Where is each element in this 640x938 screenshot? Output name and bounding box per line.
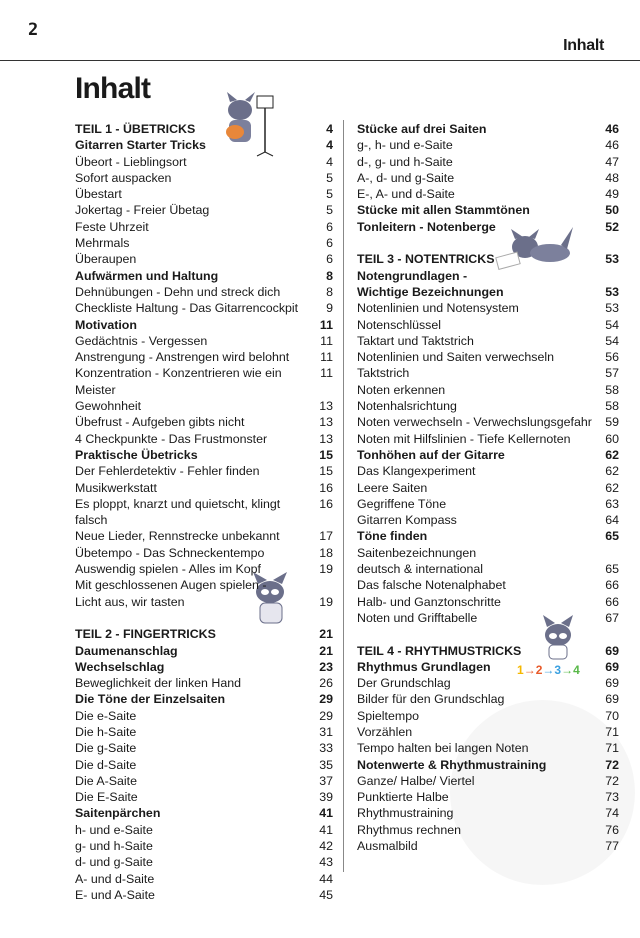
toc-page-number: 15 bbox=[319, 447, 333, 462]
toc-entry-label: Gedächtnis - Vergessen bbox=[75, 333, 208, 348]
toc-entry-label: Daumenanschlag bbox=[75, 643, 178, 658]
toc-page-number: 73 bbox=[605, 790, 619, 805]
toc-entry[interactable] bbox=[357, 496, 619, 512]
count-3: 3 bbox=[554, 663, 562, 677]
spacer bbox=[357, 235, 619, 251]
toc-entry-label: Überaupen bbox=[75, 252, 137, 267]
toc-left-column bbox=[75, 121, 333, 903]
toc-page-number: 72 bbox=[605, 773, 619, 788]
toc-page-number: 53 bbox=[605, 301, 619, 316]
toc-section-entry[interactable] bbox=[357, 219, 619, 235]
toc-entry[interactable] bbox=[75, 284, 333, 300]
toc-page-number: 65 bbox=[605, 562, 619, 577]
toc-entry-label: Musikwerkstatt bbox=[75, 480, 157, 495]
toc-page-number: 6 bbox=[326, 219, 333, 234]
toc-entry[interactable] bbox=[75, 675, 333, 691]
toc-entry[interactable] bbox=[357, 365, 619, 381]
toc-entry[interactable] bbox=[75, 202, 333, 218]
toc-page-number: 11 bbox=[320, 366, 333, 381]
toc-entry[interactable] bbox=[75, 219, 333, 235]
toc-page-number: 16 bbox=[319, 496, 333, 511]
toc-entry[interactable] bbox=[357, 382, 619, 398]
toc-entry[interactable] bbox=[75, 186, 333, 202]
toc-entry-label: E- und A-Saite bbox=[75, 887, 155, 902]
toc-entry-label: d-, g- und h-Saite bbox=[357, 154, 453, 169]
toc-entry[interactable] bbox=[75, 235, 333, 251]
toc-entry-label: Auswendig spielen - Alles im Kopf bbox=[75, 562, 261, 577]
toc-entry[interactable] bbox=[75, 300, 333, 316]
toc-section-entry[interactable] bbox=[357, 659, 619, 675]
toc-entry-label: Ganze/ Halbe/ Viertel bbox=[357, 773, 475, 788]
toc-page-number: 26 bbox=[319, 676, 333, 691]
spacer bbox=[357, 626, 619, 642]
toc-entry[interactable] bbox=[75, 740, 333, 756]
toc-entry[interactable] bbox=[75, 528, 333, 544]
toc-entry[interactable] bbox=[75, 333, 333, 349]
toc-entry-label: Mit geschlossenen Augen spielen - bbox=[75, 578, 267, 593]
toc-entry-label: Praktische Übetricks bbox=[75, 447, 198, 462]
toc-page-number: 6 bbox=[326, 252, 333, 267]
toc-entry[interactable] bbox=[357, 349, 619, 365]
toc-page-number: 4 bbox=[326, 154, 333, 169]
toc-entry-label: Töne finden bbox=[357, 529, 428, 544]
toc-section-entry[interactable] bbox=[357, 202, 619, 218]
toc-entry-label: Punktierte Halbe bbox=[357, 790, 449, 805]
toc-entry[interactable] bbox=[357, 822, 619, 838]
toc-entry-label: Die h-Saite bbox=[75, 724, 137, 739]
toc-entry-label: A- und d-Saite bbox=[75, 871, 155, 886]
toc-page-number: 13 bbox=[319, 431, 333, 446]
toc-section-entry[interactable] bbox=[357, 284, 619, 300]
toc-entry[interactable] bbox=[75, 594, 333, 610]
arrow-icon: → bbox=[561, 663, 574, 677]
toc-entry-label: Stücke auf drei Saiten bbox=[357, 122, 487, 136]
toc-page-number: 71 bbox=[605, 741, 619, 756]
toc-entry[interactable] bbox=[75, 773, 333, 789]
toc-entry[interactable] bbox=[75, 349, 333, 365]
arrow-icon: → bbox=[523, 663, 536, 677]
toc-entry[interactable] bbox=[75, 398, 333, 414]
toc-page-number: 8 bbox=[326, 284, 333, 299]
toc-page-number: 11 bbox=[320, 333, 333, 348]
toc-entry-label: Licht aus, wir tasten bbox=[75, 594, 185, 609]
toc-page-number: 62 bbox=[605, 464, 619, 479]
toc-section-entry[interactable] bbox=[75, 268, 333, 284]
toc-entry-label: Die d-Saite bbox=[75, 757, 137, 772]
toc-entry-label: Notengrundlagen - bbox=[357, 268, 468, 283]
toc-page-number: 11 bbox=[319, 317, 333, 332]
toc-entry-label: Rhythmus Grundlagen bbox=[357, 659, 491, 674]
toc-entry-label: Übefrust - Aufgeben gibts nicht bbox=[75, 415, 245, 430]
toc-page-number: 65 bbox=[605, 529, 619, 544]
toc-page-number: 35 bbox=[319, 757, 333, 772]
toc-right-column bbox=[357, 121, 619, 854]
running-head: Inhalt bbox=[563, 37, 604, 54]
toc-entry[interactable] bbox=[75, 724, 333, 740]
toc-entry[interactable] bbox=[357, 691, 619, 707]
toc-entry-label: Ausmalbild bbox=[357, 839, 418, 854]
toc-page-number: 42 bbox=[319, 839, 333, 854]
page-title: Inhalt bbox=[75, 72, 151, 105]
toc-entry[interactable] bbox=[75, 577, 333, 593]
toc-page-number: 23 bbox=[319, 659, 333, 674]
toc-page-number: 19 bbox=[319, 562, 333, 577]
toc-entry-label: Jokertag - Freier Übetag bbox=[75, 203, 210, 218]
toc-page-number: 19 bbox=[319, 594, 333, 609]
toc-entry[interactable] bbox=[75, 708, 333, 724]
toc-entry-label: Wechselschlag bbox=[75, 659, 165, 674]
toc-entry[interactable] bbox=[75, 871, 333, 887]
toc-page-number: 45 bbox=[319, 887, 333, 902]
toc-page-number: 57 bbox=[605, 366, 619, 381]
toc-part-heading[interactable] bbox=[357, 643, 619, 659]
toc-page-number: 67 bbox=[605, 610, 619, 625]
toc-page-number: 54 bbox=[605, 317, 619, 332]
count-2: 2 bbox=[535, 663, 543, 677]
toc-entry[interactable] bbox=[357, 414, 619, 430]
toc-entry[interactable] bbox=[357, 805, 619, 821]
toc-entry-label: Spieltempo bbox=[357, 708, 419, 723]
toc-page-number: 48 bbox=[605, 170, 619, 185]
toc-entry[interactable] bbox=[357, 137, 619, 153]
spacer bbox=[75, 610, 333, 626]
toc-entry-label: 4 Checkpunkte - Das Frustmonster bbox=[75, 431, 268, 446]
toc-page-number: 29 bbox=[319, 692, 333, 707]
toc-page-number: 72 bbox=[605, 757, 619, 772]
toc-entry[interactable] bbox=[75, 545, 333, 561]
toc-entry-label: Vorzählen bbox=[357, 724, 413, 739]
toc-page-number: 53 bbox=[605, 284, 619, 299]
toc-entry-label: Noten mit Hilfslinien - Tiefe Kellernoten bbox=[357, 431, 571, 446]
toc-entry[interactable] bbox=[357, 675, 619, 691]
toc-page-number: 47 bbox=[605, 154, 619, 169]
toc-entry-label: Feste Uhrzeit bbox=[75, 219, 149, 234]
toc-entry-label: Das falsche Notenalphabet bbox=[357, 578, 506, 593]
toc-entry-label: Beweglichkeit der linken Hand bbox=[75, 676, 241, 691]
toc-entry[interactable] bbox=[75, 789, 333, 805]
toc-page-number: 53 bbox=[605, 252, 619, 267]
toc-page-number: 60 bbox=[605, 431, 619, 446]
toc-page-number: 29 bbox=[319, 708, 333, 723]
toc-entry-label: Taktstrich bbox=[357, 366, 410, 381]
toc-entry-label: Taktart und Taktstrich bbox=[357, 333, 474, 348]
toc-entry[interactable] bbox=[357, 773, 619, 789]
toc-page-number: 8 bbox=[326, 268, 333, 283]
toc-entry-label: Sofort auspacken bbox=[75, 170, 172, 185]
toc-page-number: 44 bbox=[319, 871, 333, 886]
header-rule bbox=[0, 60, 640, 61]
toc-entry[interactable] bbox=[357, 545, 619, 561]
toc-entry[interactable] bbox=[357, 594, 619, 610]
toc-page-number: 66 bbox=[605, 594, 619, 609]
toc-entry[interactable] bbox=[75, 463, 333, 479]
toc-page-number: 64 bbox=[605, 513, 619, 528]
toc-entry-label: Rhythmus rechnen bbox=[357, 822, 461, 837]
toc-entry[interactable] bbox=[75, 414, 333, 430]
toc-entry[interactable] bbox=[357, 838, 619, 854]
toc-section-entry[interactable] bbox=[75, 805, 333, 821]
toc-entry-label: Übestart bbox=[75, 187, 122, 202]
toc-entry-label: Notenwerte & Rhythmustraining bbox=[357, 757, 547, 772]
toc-page-number: 74 bbox=[605, 806, 619, 821]
toc-entry-label: Aufwärmen und Haltung bbox=[75, 268, 219, 283]
toc-page-number: 69 bbox=[605, 643, 619, 658]
toc-entry[interactable] bbox=[357, 789, 619, 805]
toc-entry-label: TEIL 2 - FINGERTRICKS bbox=[75, 627, 216, 642]
toc-page-number: 43 bbox=[319, 855, 333, 870]
toc-entry-label: Rhythmustraining bbox=[357, 806, 454, 821]
toc-part-heading[interactable] bbox=[75, 121, 333, 137]
toc-entry[interactable] bbox=[357, 561, 619, 577]
toc-page-number: 18 bbox=[319, 545, 333, 560]
toc-page-number: 69 bbox=[605, 692, 619, 707]
toc-page-number: 56 bbox=[605, 350, 619, 365]
toc-entry[interactable] bbox=[75, 251, 333, 267]
toc-page-number: 37 bbox=[319, 773, 333, 788]
toc-page-number: 54 bbox=[605, 333, 619, 348]
toc-entry[interactable] bbox=[357, 708, 619, 724]
toc-entry-label: Saitenbezeichnungen bbox=[357, 545, 477, 560]
toc-entry-label: Der Grundschlag bbox=[357, 676, 451, 691]
toc-entry-label: Checkliste Haltung - Das Gitarrencockpit bbox=[75, 301, 299, 316]
toc-page-number bbox=[598, 545, 619, 561]
toc-entry[interactable] bbox=[75, 496, 333, 529]
toc-entry[interactable] bbox=[75, 431, 333, 447]
toc-entry[interactable] bbox=[357, 154, 619, 170]
toc-entry[interactable] bbox=[75, 365, 333, 398]
toc-entry-label: Halb- und Ganztonschritte bbox=[357, 594, 501, 609]
toc-page-number: 50 bbox=[605, 203, 619, 218]
toc-entry[interactable] bbox=[75, 838, 333, 854]
toc-page-number: 62 bbox=[605, 480, 619, 495]
toc-page-number: 31 bbox=[319, 724, 333, 739]
toc-entry[interactable] bbox=[357, 463, 619, 479]
toc-page-number: 11 bbox=[320, 350, 333, 365]
toc-entry[interactable] bbox=[357, 431, 619, 447]
toc-entry[interactable] bbox=[357, 512, 619, 528]
toc-entry-label: g-, h- und e-Saite bbox=[357, 138, 453, 153]
toc-page-number: 62 bbox=[605, 447, 619, 462]
toc-page-number: 16 bbox=[319, 480, 333, 495]
toc-entry-label: Neue Lieder, Rennstrecke unbekannt bbox=[75, 529, 280, 544]
toc-entry-label: TEIL 1 - ÜBETRICKS bbox=[75, 122, 196, 136]
toc-entry[interactable] bbox=[357, 333, 619, 349]
toc-entry-label: Noten erkennen bbox=[357, 382, 446, 397]
toc-entry-label: Die E-Saite bbox=[75, 790, 138, 805]
toc-section-entry[interactable] bbox=[75, 447, 333, 463]
toc-page-number: 77 bbox=[605, 839, 619, 854]
toc-section-entry[interactable] bbox=[75, 317, 333, 333]
toc-entry[interactable] bbox=[75, 757, 333, 773]
toc-entry[interactable] bbox=[357, 480, 619, 496]
toc-entry-label: Die e-Saite bbox=[75, 708, 137, 723]
toc-entry-label: Die g-Saite bbox=[75, 741, 137, 756]
toc-entry[interactable] bbox=[357, 300, 619, 316]
toc-page-number: 13 bbox=[319, 415, 333, 430]
toc-page-number: 5 bbox=[326, 203, 333, 218]
toc-entry-label: deutsch & international bbox=[357, 562, 484, 577]
toc-entry[interactable] bbox=[357, 724, 619, 740]
toc-entry-label: Stücke mit allen Stammtönen bbox=[357, 203, 530, 218]
toc-part-heading[interactable] bbox=[75, 626, 333, 642]
toc-entry-label: Dehnübungen - Dehn und streck dich bbox=[75, 284, 281, 299]
toc-entry-label: Gitarren Kompass bbox=[357, 513, 457, 528]
toc-entry[interactable] bbox=[357, 740, 619, 756]
toc-page-number: 58 bbox=[605, 382, 619, 397]
toc-section-entry[interactable] bbox=[357, 447, 619, 463]
toc-entry[interactable] bbox=[75, 154, 333, 170]
toc-page-number: 52 bbox=[605, 219, 619, 234]
toc-page-number: 9 bbox=[326, 301, 333, 316]
toc-entry[interactable] bbox=[75, 887, 333, 903]
page-number: 2 bbox=[28, 20, 39, 40]
toc-entry[interactable] bbox=[357, 170, 619, 186]
toc-entry-label: Die Töne der Einzelsaiten bbox=[75, 692, 226, 707]
toc-entry-label: E-, A- und d-Saite bbox=[357, 187, 455, 202]
toc-page-number: 76 bbox=[605, 822, 619, 837]
toc-page-number bbox=[312, 577, 333, 593]
toc-entry-label: Gewohnheit bbox=[75, 399, 142, 414]
toc-section-entry[interactable] bbox=[357, 121, 619, 137]
toc-entry-label: Übeort - Lieblingsort bbox=[75, 154, 187, 169]
toc-section-entry[interactable] bbox=[75, 659, 333, 675]
toc-page-number: 69 bbox=[605, 659, 619, 674]
toc-page-number: 59 bbox=[605, 415, 619, 430]
toc-page-number: 21 bbox=[319, 627, 333, 642]
toc-entry[interactable] bbox=[75, 822, 333, 838]
toc-entry-label: Wichtige Bezeichnungen bbox=[357, 284, 504, 299]
toc-page-number: 70 bbox=[605, 708, 619, 723]
toc-page-number: 13 bbox=[319, 399, 333, 414]
toc-entry-label: A-, d- und g-Saite bbox=[357, 170, 455, 185]
toc-page-number: 46 bbox=[605, 138, 619, 153]
toc-entry-label: Notenlinien und Notensystem bbox=[357, 301, 519, 316]
toc-page-number: 33 bbox=[319, 741, 333, 756]
toc-entry-label: TEIL 3 - NOTENTRICKS bbox=[357, 252, 495, 267]
toc-page-number bbox=[598, 268, 619, 284]
toc-page-number: 39 bbox=[319, 790, 333, 805]
toc-page-number: 66 bbox=[605, 578, 619, 593]
toc-page-number: 58 bbox=[605, 399, 619, 414]
toc-page-number: 6 bbox=[326, 236, 333, 251]
toc-entry[interactable] bbox=[75, 854, 333, 870]
toc-entry[interactable] bbox=[75, 170, 333, 186]
toc-entry-label: Der Fehlerdetektiv - Fehler finden bbox=[75, 464, 260, 479]
toc-page-number: 5 bbox=[326, 187, 333, 202]
toc-entry-label: Das Klangexperiment bbox=[357, 464, 476, 479]
count-4: 4 bbox=[573, 663, 580, 677]
toc-entry-label: h- und e-Saite bbox=[75, 822, 153, 837]
toc-entry-label: Mehrmals bbox=[75, 236, 130, 251]
toc-page-number: 41 bbox=[319, 806, 333, 821]
toc-section-entry[interactable] bbox=[357, 268, 619, 284]
toc-entry-label: Notenschlüssel bbox=[357, 317, 442, 332]
toc-entry-label: Übetempo - Das Schneckentempo bbox=[75, 545, 265, 560]
toc-entry-label: Anstrengung - Anstrengen wird belohnt bbox=[75, 350, 290, 365]
toc-section-entry[interactable] bbox=[75, 643, 333, 659]
toc-entry-label: Die A-Saite bbox=[75, 773, 137, 788]
toc-page-number: 49 bbox=[605, 187, 619, 202]
toc-page-number: 21 bbox=[319, 643, 333, 658]
toc-section-entry[interactable] bbox=[357, 757, 619, 773]
toc-section-entry[interactable] bbox=[357, 528, 619, 544]
toc-page-number: 4 bbox=[326, 138, 333, 153]
toc-part-heading[interactable] bbox=[357, 251, 619, 267]
toc-entry-label: d- und g-Saite bbox=[75, 855, 153, 870]
toc-entry-label: Konzentration - Konzentrieren wie ein Meister bbox=[75, 366, 282, 397]
toc-entry-label: Es ploppt, knarzt und quietscht, klingt falsch bbox=[75, 496, 281, 528]
toc-entry[interactable] bbox=[357, 398, 619, 414]
toc-entry-label: Bilder für den Grundschlag bbox=[357, 692, 505, 707]
toc-entry[interactable] bbox=[357, 577, 619, 593]
toc-page-number: 17 bbox=[319, 529, 333, 544]
toc-page-number: 63 bbox=[605, 496, 619, 511]
toc-section-entry[interactable] bbox=[75, 137, 333, 153]
toc-entry-label: Leere Saiten bbox=[357, 480, 428, 495]
arrow-icon: → bbox=[542, 663, 555, 677]
toc-page-number: 41 bbox=[319, 822, 333, 837]
count-1: 1 bbox=[517, 663, 524, 677]
toc-entry-label: Tempo halten bei langen Noten bbox=[357, 741, 529, 756]
toc-page-number: 46 bbox=[605, 122, 619, 136]
toc-entry-label: Gegriffene Töne bbox=[357, 496, 447, 511]
toc-entry-label: Motivation bbox=[75, 317, 137, 332]
toc-page-number: 5 bbox=[326, 170, 333, 185]
toc-entry-label: Gitarren Starter Tricks bbox=[75, 138, 206, 153]
toc-entry-label: Saitenpärchen bbox=[75, 806, 161, 821]
toc-section-entry[interactable] bbox=[75, 691, 333, 707]
toc-entry-label: Tonleitern - Notenberge bbox=[357, 219, 496, 234]
toc-entry[interactable] bbox=[357, 610, 619, 626]
toc-entry-label: Tonhöhen auf der Gitarre bbox=[357, 447, 505, 462]
toc-entry-label: Noten verwechseln - Verwechslungsgefahr bbox=[357, 415, 592, 430]
toc-entry[interactable] bbox=[357, 186, 619, 202]
toc-entry-label: Noten und Grifftabelle bbox=[357, 610, 478, 625]
toc-page-number: 4 bbox=[326, 122, 333, 136]
toc-entry[interactable] bbox=[357, 317, 619, 333]
toc-entry-label: g- und h-Saite bbox=[75, 839, 153, 854]
toc-page-number: 69 bbox=[605, 676, 619, 691]
toc-entry-label: TEIL 4 - RHYTHMUSTRICKS bbox=[357, 643, 522, 658]
toc-entry[interactable] bbox=[75, 480, 333, 496]
toc-entry[interactable] bbox=[75, 561, 333, 577]
toc-page-number: 71 bbox=[605, 724, 619, 739]
toc-entry-label: Notenhalsrichtung bbox=[357, 399, 457, 414]
toc-page-number: 15 bbox=[319, 464, 333, 479]
toc-entry-label: Notenlinien und Saiten verwechseln bbox=[357, 350, 554, 365]
column-divider bbox=[343, 120, 344, 872]
